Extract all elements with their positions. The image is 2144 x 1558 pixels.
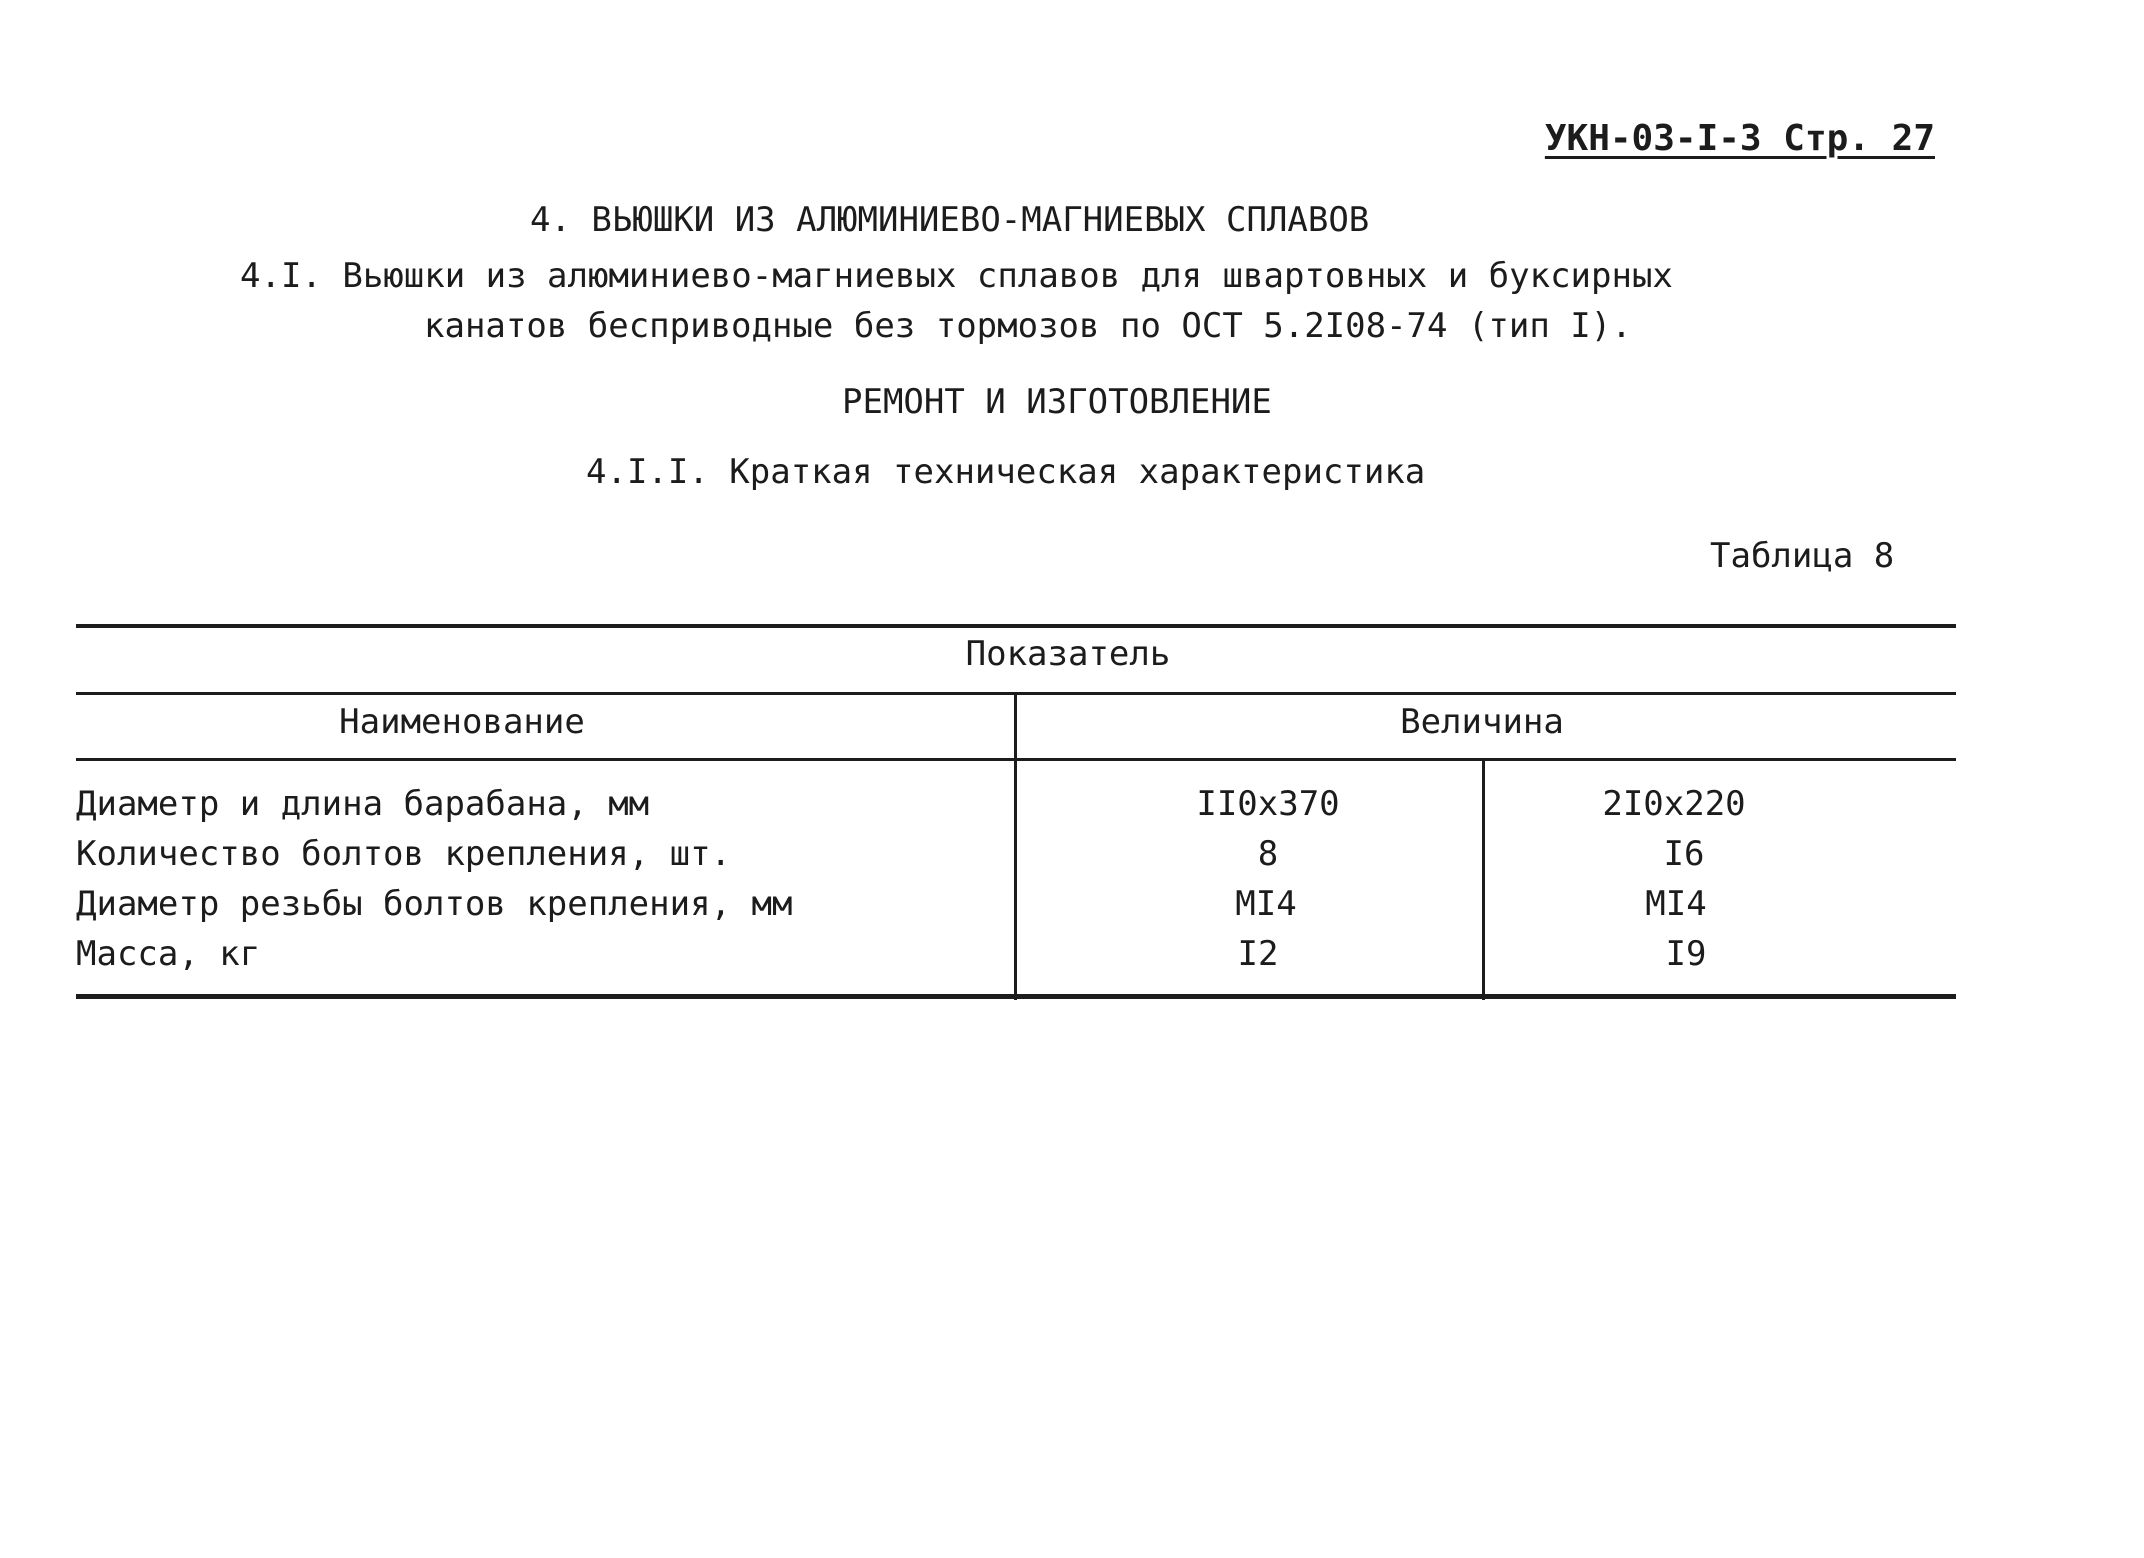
row-label: Диаметр резьбы болтов крепления, мм — [76, 884, 793, 924]
repair-heading: РЕМОНТ И ИЗГОТОВЛЕНИЕ — [842, 382, 1272, 422]
row-value-2: I6 — [1663, 834, 1705, 874]
row-value-2: I9 — [1665, 934, 1707, 974]
column-header-name: Наименование — [339, 702, 585, 742]
row-value-1: 8 — [1257, 834, 1279, 874]
column-divider-name — [1014, 692, 1017, 1000]
brief-spec-heading: 4.I.I. Краткая техническая характеристика — [586, 452, 1426, 492]
row-value-1: I2 — [1237, 934, 1279, 974]
table-top-rule — [76, 624, 1956, 628]
row-label: Диаметр и длина барабана, мм — [76, 784, 650, 824]
row-value-1: II0x370 — [1196, 784, 1340, 824]
spec-table — [76, 624, 1956, 1000]
row-value-2: MI4 — [1645, 884, 1707, 924]
column-header-value: Величина — [1400, 702, 1564, 742]
document-code: УКН-03-I-3 Стр. 27 — [1544, 118, 1935, 159]
row-value-1: MI4 — [1235, 884, 1297, 924]
row-label: Масса, кг — [76, 934, 261, 974]
table-caption: Таблица 8 — [1710, 536, 1895, 576]
subsection-heading-line2: канатов бесприводные без тормозов по ОСТ 5.2I08-74 (тип I). — [424, 306, 1632, 346]
row-value-2: 2I0x220 — [1602, 784, 1746, 824]
row-label: Количество болтов крепления, шт. — [76, 834, 732, 874]
table-header-indicator: Показатель — [965, 634, 1171, 674]
section-heading: 4. ВЬЮШКИ ИЗ АЛЮМИНИЕВО-МАГНИЕВЫХ СПЛАВОВ — [530, 200, 1370, 240]
table-bottom-rule — [76, 994, 1956, 999]
subsection-heading-line1: 4.I. Вьюшки из алюминиево-магниевых сплавов для швартовных и буксирных — [240, 256, 1673, 296]
column-divider-values — [1482, 760, 1485, 1000]
